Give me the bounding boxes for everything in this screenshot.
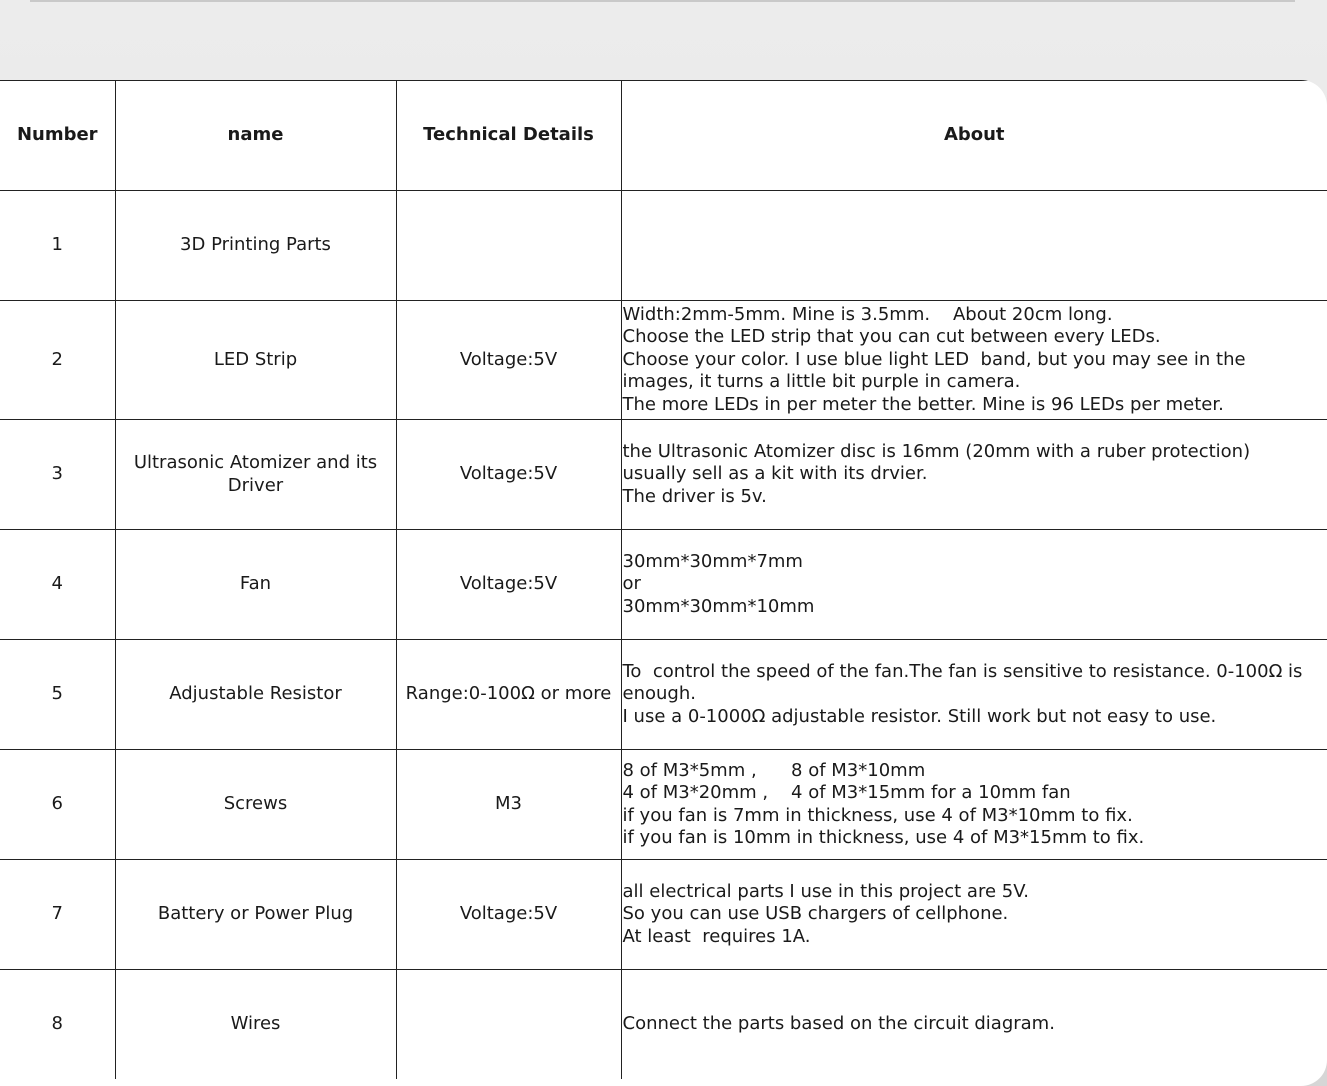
cell-name: Fan bbox=[115, 530, 396, 640]
cell-name: Screws bbox=[115, 750, 396, 860]
cell-number: 8 bbox=[0, 970, 115, 1080]
document-sheet bbox=[0, 80, 1327, 1086]
about-line: To control the speed of the fan.The fan is sensitive to resistance. 0-100Ω is enough. bbox=[622, 660, 1309, 705]
table-row bbox=[0, 530, 1327, 640]
cell-technical-details: M3 bbox=[396, 750, 621, 860]
cell-name: LED Strip bbox=[115, 301, 396, 420]
cell-about bbox=[621, 860, 1327, 970]
table-row bbox=[0, 970, 1327, 1080]
cell-technical-details: Range:0-100Ω or more bbox=[396, 640, 621, 750]
parts-table bbox=[0, 80, 1327, 1079]
cell-about bbox=[621, 301, 1327, 420]
about-line: 30mm*30mm*7mm bbox=[622, 550, 803, 572]
header-number: Number bbox=[0, 81, 115, 191]
about-line: 4 of M3*20mm , 4 of M3*15mm for a 10mm fan bbox=[622, 782, 1071, 803]
cell-about bbox=[621, 640, 1327, 750]
about-line: So you can use USB chargers of cellphone. bbox=[622, 903, 1009, 925]
cell-about bbox=[621, 191, 1327, 301]
about-line: The driver is 5v. bbox=[622, 485, 767, 507]
cell-about bbox=[621, 420, 1327, 530]
about-line: the Ultrasonic Atomizer disc is 16mm (20mm with a ruber protection) bbox=[622, 440, 1251, 462]
table-header-row bbox=[0, 81, 1327, 191]
table-row bbox=[0, 750, 1327, 860]
about-line: if you fan is 7mm in thickness, use 4 of M3*10mm to fix. bbox=[622, 804, 1133, 826]
about-line: The more LEDs in per meter the better. Mine is 96 LEDs per meter. bbox=[622, 393, 1224, 415]
cell-number: 4 bbox=[0, 530, 115, 640]
header-name: name bbox=[115, 81, 396, 191]
cell-about bbox=[621, 750, 1327, 860]
cell-name: Adjustable Resistor bbox=[115, 640, 396, 750]
about-line: or bbox=[622, 573, 641, 595]
cell-number: 7 bbox=[0, 860, 115, 970]
about-line: 8 of M3*5mm , 8 of M3*10mm bbox=[622, 759, 926, 781]
table-row bbox=[0, 420, 1327, 530]
previous-page-edge bbox=[30, 0, 1295, 2]
about-line: At least requires 1A. bbox=[622, 925, 811, 947]
about-line: Width:2mm-5mm. Mine is 3.5mm. About 20cm long. bbox=[622, 303, 1113, 325]
cell-name: Battery or Power Plug bbox=[115, 860, 396, 970]
header-technical-details: Technical Details bbox=[396, 81, 621, 191]
header-about: About bbox=[621, 81, 1327, 191]
about-line: I use a 0-1000Ω adjustable resistor. Still work but not easy to use. bbox=[622, 705, 1217, 727]
table-row bbox=[0, 640, 1327, 750]
cell-technical-details: Voltage:5V bbox=[396, 860, 621, 970]
table-row bbox=[0, 301, 1327, 420]
about-line: if you fan is 10mm in thickness, use 4 of M3*15mm to fix. bbox=[622, 827, 1145, 848]
cell-about bbox=[621, 970, 1327, 1080]
cell-technical-details: Voltage:5V bbox=[396, 530, 621, 640]
cell-number: 2 bbox=[0, 301, 115, 420]
cell-about bbox=[621, 530, 1327, 640]
cell-technical-details: Voltage:5V bbox=[396, 301, 621, 420]
cell-technical-details: Voltage:5V bbox=[396, 420, 621, 530]
cell-number: 5 bbox=[0, 640, 115, 750]
about-line: Connect the parts based on the circuit diagram. bbox=[622, 1013, 1055, 1035]
cell-technical-details bbox=[396, 970, 621, 1080]
table-row bbox=[0, 860, 1327, 970]
cell-number: 3 bbox=[0, 420, 115, 530]
cell-number: 6 bbox=[0, 750, 115, 860]
cell-name: Wires bbox=[115, 970, 396, 1080]
about-line: Choose the LED strip that you can cut between every LEDs. bbox=[622, 326, 1161, 348]
cell-name: Ultrasonic Atomizer and its Driver bbox=[115, 420, 396, 530]
about-line: all electrical parts I use in this project are 5V. bbox=[622, 880, 1029, 902]
cell-number: 1 bbox=[0, 191, 115, 301]
about-line: usually sell as a kit with its drvier. bbox=[622, 463, 928, 485]
about-line: Choose your color. I use blue light LED band, but you may see in the images, it turns a little bit purple in camera. bbox=[622, 348, 1252, 393]
cell-technical-details bbox=[396, 191, 621, 301]
table-row bbox=[0, 191, 1327, 301]
cell-name: 3D Printing Parts bbox=[115, 191, 396, 301]
about-line: 30mm*30mm*10mm bbox=[622, 595, 815, 617]
